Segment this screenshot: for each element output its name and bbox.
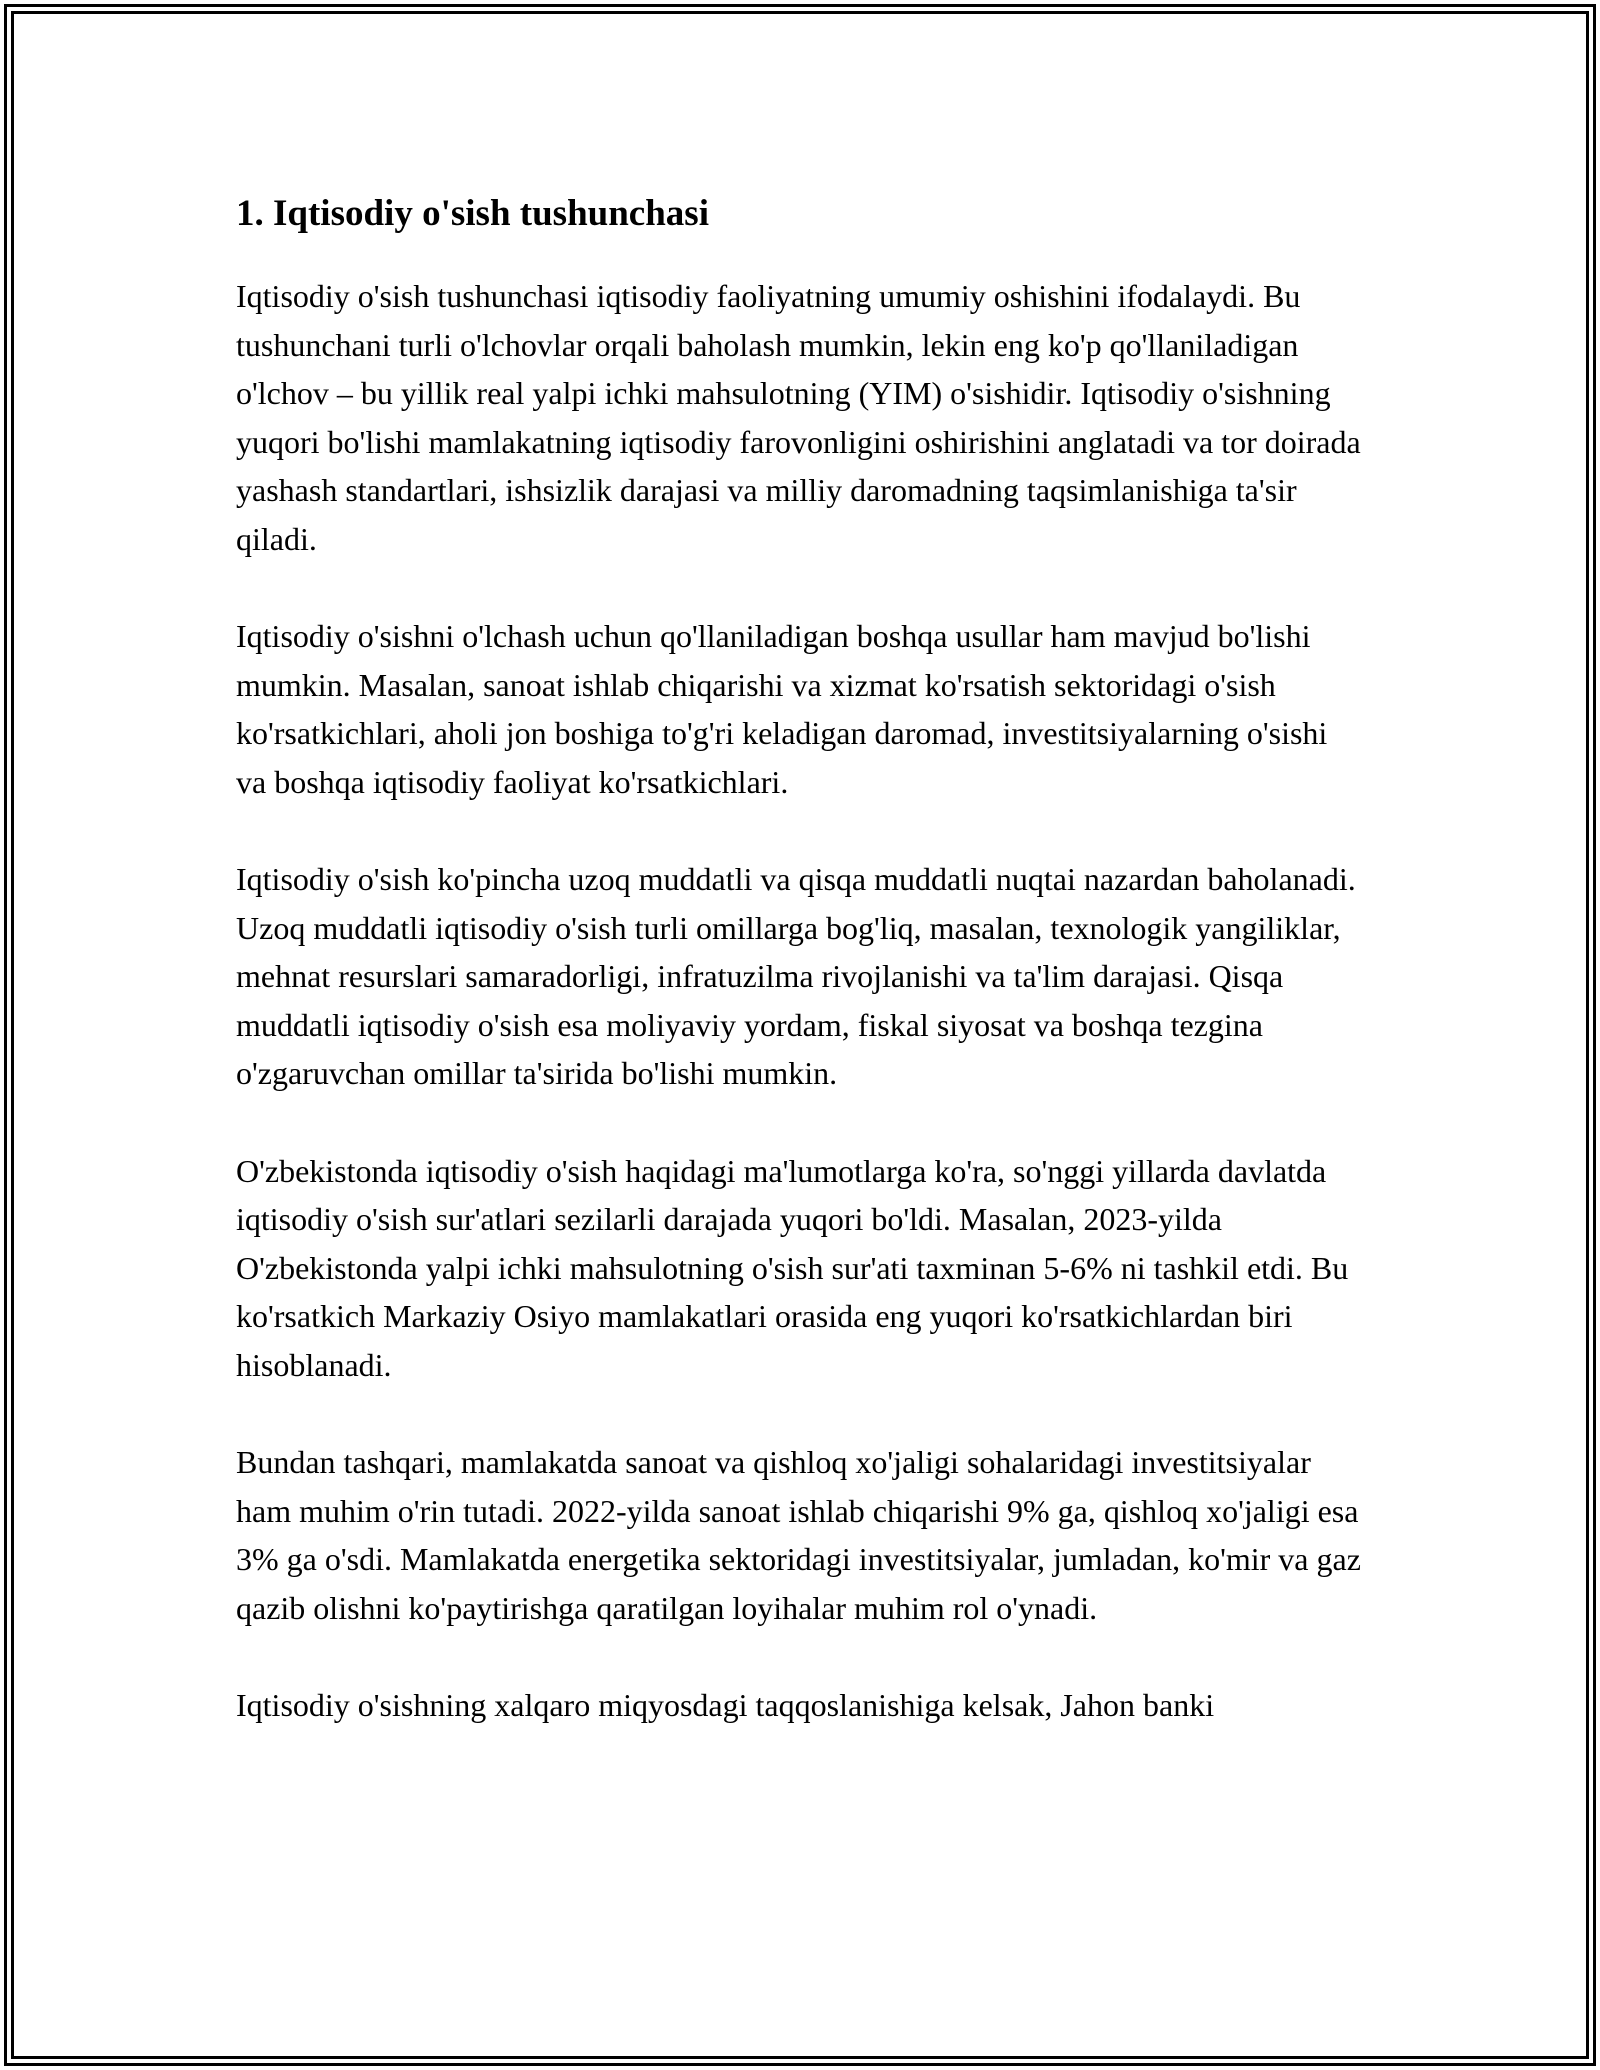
paragraph-4: O'zbekistonda iqtisodiy o'sish haqidagi ma'lumotlarga ko'ra, so'nggi yillarda davlatda iqtisodiy o'sish sur'atlari sezilarli darajada yuqori bo'ldi. Masalan, 2023-yilda O'zbekistonda yalpi ichki mahsulotning o'sish sur'ati taxminan 5-6% ni tashkil etdi. Bu ko'rsatkich Markaziy Osiyo mamlakatlari orasida eng yuqori ko'rsatkichlardan biri hisoblanadi. [236,1152,1349,1383]
document-body [236,186,1364,1779]
paragraph-6: Iqtisodiy o'sishning xalqaro miqyosdagi taqqoslanishiga kelsak, Jahon banki [236,1687,1215,1723]
section-heading: 1. Iqtisodiy o'sish tushunchasi [236,193,709,234]
paragraph-2: Iqtisodiy o'sishni o'lchash uchun qo'llaniladigan boshqa usullar ham mavjud bo'lishi mumkin. Masalan, sanoat ishlab chiqarishi va xizmat ko'rsatish sektoridagi o'sish ko'rsatkichlari, aholi jon boshiga to'g'ri keladigan daromad, investitsiyalarning o'sishi va boshqa iqtisodiy faoliyat ko'rsatkichlari. [236,618,1328,800]
paragraph-1: Iqtisodiy o'sish tushunchasi iqtisodiy faoliyatning umumiy oshishini ifodalaydi. Bu tushunchani turli o'lchovlar orqali baholash mumkin, lekin eng ko'p qo'llaniladigan o'lchov – bu yillik real yalpi ichki mahsulotning (YIM) o'sishidir. Iqtisodiy o'sishning yuqori bo'lishi mamlakatning iqtisodiy farovonligini oshirishini anglatadi va tor doirada yashash standartlari, ishsizlik darajasi va milliy daromadning taqsimlanishiga ta'sir qiladi. [236,278,1361,557]
paragraph-3: Iqtisodiy o'sish ko'pincha uzoq muddatli va qisqa muddatli nuqtai nazardan baholanadi. Uzoq muddatli iqtisodiy o'sish turli omillarga bog'liq, masalan, texnologik yangiliklar, mehnat resurslari samaradorligi, infratuzilma rivojlanishi va ta'lim darajasi. Qisqa muddatli iqtisodiy o'sish esa moliyaviy yordam, fiskal siyosat va boshqa tezgina o'zgaruvchan omillar ta'sirida bo'lishi mumkin. [236,861,1356,1091]
paragraph-5: Bundan tashqari, mamlakatda sanoat va qishloq xo'jaligi sohalaridagi investitsiyalar ham muhim o'rin tutadi. 2022-yilda sanoat ishlab chiqarishi 9% ga, qishloq xo'jaligi esa 3% ga o'sdi. Mamlakatda energetika sektoridagi investitsiyalar, jumladan, ko'mir va gaz qazib olishni ko'paytirishga qaratilgan loyihalar muhim rol o'ynadi. [236,1444,1361,1626]
